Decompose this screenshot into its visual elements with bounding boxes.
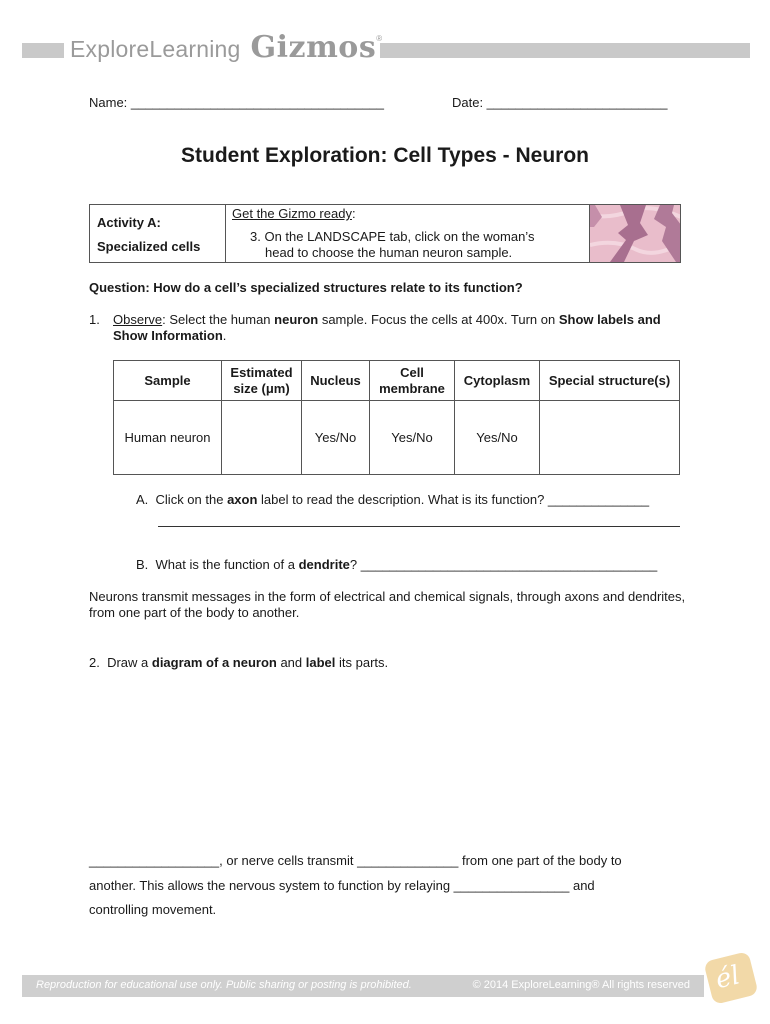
question-b-text-1: What is the function of a (155, 557, 299, 572)
question-1 (89, 312, 689, 344)
activity-label-cell (90, 205, 226, 262)
activity-label: Activity A: (97, 215, 161, 230)
q2-bold-diagram: diagram of a neuron (151, 655, 277, 670)
brand-explore: Explore (70, 36, 150, 62)
guiding-question: Question: How do a cell’s specialized structures relate to its function? (89, 280, 523, 295)
q2-text-2: and (276, 655, 306, 670)
table-header-row (114, 361, 680, 401)
brand-learning: Learning (149, 36, 241, 62)
cell-nucleus[interactable]: Yes/No (302, 401, 370, 475)
table-row (114, 401, 680, 475)
header-bar-right (380, 43, 750, 58)
col-header-nucleus: Nucleus (302, 361, 370, 401)
question-a-text-2[interactable]: label to read the description. What is its function? ______________ (257, 492, 650, 507)
activity-step (232, 229, 582, 261)
question-b-bold: dendrite (298, 557, 350, 572)
page-title: Student Exploration: Cell Types - Neuron (181, 144, 589, 167)
step-line-2: head to choose the human neuron sample. (265, 245, 513, 260)
get-ready-heading: Get the Gizmo ready (232, 206, 352, 221)
question-a-text-1: Click on the (155, 492, 228, 507)
fill-in-line-1[interactable]: __________________, or nerve cells transmit ______________ from one part of the body to (89, 853, 622, 868)
question-2 (89, 655, 388, 670)
question-a (136, 492, 649, 507)
header-bar-left (22, 43, 64, 58)
question-b-letter: B. (136, 557, 149, 572)
footer-bar (22, 975, 704, 997)
fill-in-line-2[interactable]: another. This allows the nervous system to function by relaying ________________ and (89, 878, 595, 893)
col-header-size: Estimated size (μm) (222, 361, 302, 401)
observe-label: Observe (113, 312, 163, 327)
q2-bold-label: label (305, 655, 336, 670)
col-header-cell-membrane: Cell membrane (370, 361, 455, 401)
name-field[interactable]: Name: ___________________________________ (89, 95, 384, 110)
q1-text-2: sample. Focus the cells at 400x. Turn on (318, 312, 559, 327)
neuron-sample-image (589, 205, 680, 262)
cell-cytoplasm[interactable]: Yes/No (455, 401, 540, 475)
q1-bold-neuron: neuron (274, 312, 319, 327)
question-2-number: 2. (89, 655, 100, 670)
q2-text-3: its parts. (335, 655, 389, 670)
question-b (136, 557, 657, 572)
q1-bold-show-labels: Show labels and Show Information (113, 312, 661, 343)
step-line-1: 3. On the LANDSCAPE tab, click on the woman’s (250, 229, 535, 244)
cell-size-input[interactable] (222, 401, 302, 475)
footer-reproduction-notice: Reproduction for educational use only. Public sharing or posting is prohibited. (36, 979, 412, 991)
question-a-bold: axon (227, 492, 258, 507)
cell-special-structures-input[interactable] (540, 401, 680, 475)
neuron-paragraph: Neurons transmit messages in the form of electrical and chemical signals, through axons and dendrites, from one part of the body to another. (89, 589, 686, 620)
q1-text-1: : Select the human (162, 312, 275, 327)
date-field[interactable]: Date: _________________________ (452, 95, 668, 110)
explorelearning-gizmos-logo (70, 30, 382, 65)
brand-gizmos: Gizmos (250, 30, 377, 65)
activity-box (89, 204, 681, 263)
fill-in-line-3: controlling movement. (89, 902, 217, 917)
get-ready-colon: : (351, 206, 356, 221)
q2-text-1: Draw a (107, 655, 152, 670)
question-b-text-2[interactable]: ? _________________________________________ (349, 557, 658, 572)
cell-membrane[interactable]: Yes/No (370, 401, 455, 475)
footer-copyright: © 2014 ExploreLearning® All rights reserved (472, 979, 690, 991)
brand-registered: ® (376, 34, 383, 43)
q1-text-3: . (222, 328, 227, 343)
activity-instructions (232, 206, 582, 261)
activity-sublabel: Specialized cells (97, 239, 201, 254)
cell-sample: Human neuron (114, 401, 222, 475)
col-header-special-structures: Special structure(s) (540, 361, 680, 401)
question-a-letter: A. (136, 492, 149, 507)
observation-table (113, 360, 680, 475)
el-logo-text: él (712, 960, 743, 996)
col-header-cytoplasm: Cytoplasm (455, 361, 540, 401)
answer-line-a[interactable] (158, 526, 680, 527)
question-1-number: 1. (89, 312, 100, 327)
explorelearning-el-logo (703, 951, 758, 1005)
col-header-sample: Sample (114, 361, 222, 401)
